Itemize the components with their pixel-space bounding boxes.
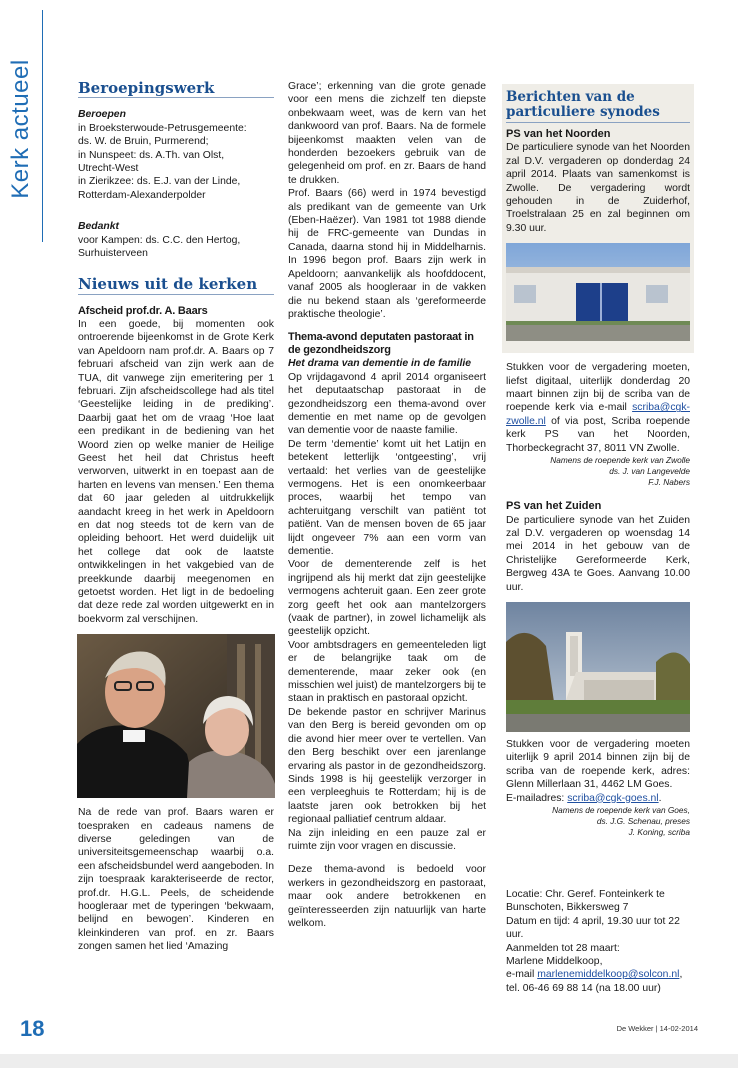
bedankt-label: Bedankt bbox=[78, 221, 119, 233]
bedankt-line: Surhuisterveen bbox=[78, 248, 148, 260]
publication-source: De Wekker | 14-02-2014 bbox=[616, 1024, 698, 1033]
page-number: 18 bbox=[20, 1016, 45, 1041]
ps-zuiden-email: E-mailadres: scriba@cgk-goes.nl. bbox=[506, 792, 662, 804]
section-rule bbox=[42, 10, 43, 242]
email-link-middelkoop[interactable]: marlenemiddelkoop@solcon.nl bbox=[537, 969, 680, 981]
contact-phone: tel. 06-46 69 88 14 (na 18.00 uur) bbox=[506, 982, 661, 994]
signup-line: Aanmelden tot 28 maart: bbox=[506, 942, 620, 954]
photo-zuiderhof bbox=[506, 243, 690, 341]
thema-paragraph: De term ‘dementie’ komt uit het Latijn en betekent letterlijk ‘ontgeesting’, vrij vertaald: het verlies van de geestelijke vermogens. Het is een onomkeerbaar proces, waarbij het tempo van achteruitgang verschilt van patiënt tot patiënt. Van de mensen boven de 65 jaar lijdt ongeveer 7% aan een vorm van dementie. bbox=[288, 438, 486, 557]
location-line: Locatie: Chr. Geref. Fonteinkerk te Bunschoten, Bikkersweg 7 bbox=[506, 888, 665, 914]
noorden-signature: Namens de roepende kerk van Zwolle ds. J. van Langevelde F.J. Nabers bbox=[550, 455, 690, 488]
beroepen-label: Beroepen bbox=[78, 109, 126, 121]
contact-email: e-mail marlenemiddelkoop@solcon.nl, bbox=[506, 969, 683, 981]
beroepen-line: in Broeksterwoude-Petrusgemeente: bbox=[78, 122, 247, 134]
section-label-text: Kerk actueel bbox=[7, 59, 34, 199]
thema-paragraph: Deze thema-avond is bedoeld voor werkers in gezondheidszorg en pastoraat, maar ook andere betrokkenen en geïnteresseerden zijn natuurlijk van harte welkom. bbox=[288, 864, 486, 929]
beroepen-line: in Nunspeet: ds. A.Th. van Olst, bbox=[78, 149, 225, 161]
column-3 bbox=[506, 84, 690, 995]
nieuws-title: Nieuws uit de kerken bbox=[78, 278, 274, 294]
ps-zuiden-text: De particuliere synode van het Zuiden zal D.V. vergaderen op woensdag 14 mei 2014 in het gebouw van de Christelijke Gereformeerde Kerk, Bergweg 43A te Goes. Aanvang 10.00 uur. bbox=[506, 514, 690, 593]
location-info bbox=[506, 888, 690, 995]
beroepen-line: in Zierikzee: ds. E.J. van der Linde, bbox=[78, 176, 241, 188]
column-1 bbox=[78, 79, 274, 954]
beroepen-line: Utrecht-West bbox=[78, 163, 139, 175]
after-photo-text: Na de rede van prof. Baars waren er toespraken en cadeaus namens de diverse geledingen van de universiteitsgemeenschap waarbij o.a. een afscheidsbundel werd aangeboden. In zijn toespraak karakteriseerde de rector, prof.dr. H.G.L. Peels, de scheidende hoogleraar met de typeringen ‘bekwaam, belijnd en bewogen’. Kinderen en kleinkinderen van prof. en zr. Baars zongen samen het lied ‘Amazing bbox=[78, 807, 274, 953]
photo-church-goes bbox=[506, 602, 690, 732]
bedankt-line: voor Kampen: ds. C.C. den Hertog, bbox=[78, 234, 241, 246]
email-link-zwolle[interactable]: scriba@cgk-zwolle.nl bbox=[506, 402, 690, 427]
ps-zuiden-deadline: Stukken voor de vergadering moeten uiterlijk 9 april 2014 binnen zijn bij de scriba van de roepende kerk, adres: Glenn Millerlaan 31, 4462 LM Goes. bbox=[506, 738, 690, 791]
thema-paragraph: Op vrijdagavond 4 april 2014 organiseert het deputaatschap pastoraat in de gezondheidszorg een thema-avond over dementie en met name op de gevolgen van dementie voor de naaste familie. bbox=[288, 371, 486, 437]
photo-prof-baars bbox=[77, 634, 275, 798]
thema-paragraph: Voor de dementerende zelf is het ingrijpend als hij merkt dat zijn geestelijke vermogens achteruit gaan. Een zeer grote zorg geeft het ook aan mantelzorgers (vaak de partner), in zowel lichamelijk als geestelijk opzicht. bbox=[288, 559, 486, 638]
thema-heading: Thema-avond deputaten pastoraat in de gezondheidszorg bbox=[288, 331, 474, 357]
afscheid-text: In een goede, bij momenten ook ontroerende bijeenkomst in de Grote Kerk van Apeldoorn nam prof.dr. A. Baars op 7 februari afscheid van zijn werk aan de TUA, dit vanwege zijn emeritering per 1 februari. Zijn afscheidscollege had als titel ‘Geestelijke leiding in de prediking’. Daarbij gaat het om de vraag ‘Hoe laat een predikant in de bediening van het Woord zien op welke manier de Heilige Geest het heil dat Christus heeft verworven, uitwerkt in en toepast aan de harten en levens van mensen.’ Een thema dat 60 jaar geleden al uitdrukkelijk aandacht kreeg in het werk in Apeldoorn en dat nog steeds tot de kern van de opleiding behoort. Het werd duidelijk uit het college dat ook de laatste ontwikkelingen in het vakgebied van de preekkunde daarbij meegenomen en getoetst worden. Het ligt in de bedoeling dat deze rede zal worden uitgewerkt en in boekvorm zal verschijnen. bbox=[78, 318, 274, 625]
thema-paragraph: De bekende pastor en schrijver Marinus van den Berg is bereid gevonden om op die avond hier meer over te vertellen. Van den Berg beschikt over een jarenlange ervaring als pastor in de gezondheidszorg. Sinds 1998 is hij geestelijk verzorger in een verpleeghuis te Rotterdam; hij is de laatste jaren ook betrokken bij het regionaal palliatief centrum aldaar. bbox=[288, 706, 486, 826]
bio-text: Prof. Baars (66) werd in 1974 bevestigd als predikant van de gemeente van Urk (Eben-Haëzer). Van 1981 tot 1988 diende hij de FRC-gemeente van Dundas in Canada, daarna stond hij in Middelharnis. In 1996 begon prof. Baars zijn werk in Apeldoorn; aanvankelijk als hoofddocent, vanaf 2005 als hoogleraar in de vakken die nu bekend staan als ‘gereformeerde praktische theologie’. bbox=[288, 188, 486, 320]
column-2 bbox=[288, 80, 486, 930]
contact-name: Marlene Middelkoop, bbox=[506, 956, 603, 967]
synodes-box bbox=[502, 84, 694, 353]
afscheid-heading: Afscheid prof.dr. A. Baars bbox=[78, 304, 208, 317]
ps-noorden-deadline: Stukken voor de vergadering moeten, liefst digitaal, uiterlijk donderdag 20 maart binnen zijn bij de scriba van de roepende kerk via e-mail scriba@cgk-zwolle.nl of via post, Scriba roepende kerk PS van het Noorden, Thorbeckegracht 37, 8011 VN Zwolle. bbox=[506, 362, 690, 454]
thema-subheading: Het drama van dementie in de familie bbox=[288, 358, 472, 370]
zuiden-signature: Namens de roepende kerk van Goes, ds. J.G. Schenau, preses J. Koning, scriba bbox=[552, 804, 690, 837]
thema-paragraph: Voor ambtsdragers en gemeenteleden ligt er de belangrijke taak om de dementerende, maar zeker ook (en misschien wel juist) de mantelzorgers bij te staan in praktisch en pastoraal opzicht. bbox=[288, 639, 486, 705]
beroepen-line: Rotterdam-Alexanderpolder bbox=[78, 189, 206, 201]
ps-noorden-heading: PS van het Noorden bbox=[506, 128, 611, 140]
beroepen-line: ds. W. de Bruin, Purmerend; bbox=[78, 136, 209, 148]
bottom-strip bbox=[0, 1054, 738, 1068]
beroepingswerk-title: Beroepingswerk bbox=[78, 82, 274, 98]
continued-text: Grace’; erkenning van die grote genade voor een mens die zichzelf ten diepste onbekwaam weet, was de kern van het dankwoord van prof. Baars. Na de formele bijeenkomst maakten velen van de honderden bezoekers gebruik van de gelegenheid om prof. en zr. Baars de hand te drukken. bbox=[288, 81, 486, 186]
ps-zuiden-heading: PS van het Zuiden bbox=[506, 500, 602, 513]
thema-paragraph: Na zijn inleiding en een pauze zal er ruimte zijn voor vragen en discussie. bbox=[288, 827, 486, 852]
date-line: Datum en tijd: 4 april, 19.30 uur tot 22 uur. bbox=[506, 915, 680, 941]
ps-noorden-text: De particuliere synode van het Noorden zal D.V. vergaderen op donderdag 24 april 2014. Plaats van samenkomst is Zwolle. De vergadering wordt gehouden in de Zuiderhof, Troelstralaan 25 en zal beginnen om 9.30 uur. bbox=[506, 142, 690, 234]
synodes-box-title: Berichten van de particuliere synodes bbox=[506, 90, 690, 123]
section-label bbox=[8, 14, 34, 244]
email-link-goes[interactable]: scriba@cgk-goes.nl bbox=[567, 792, 659, 804]
beroepen-list bbox=[78, 122, 274, 202]
